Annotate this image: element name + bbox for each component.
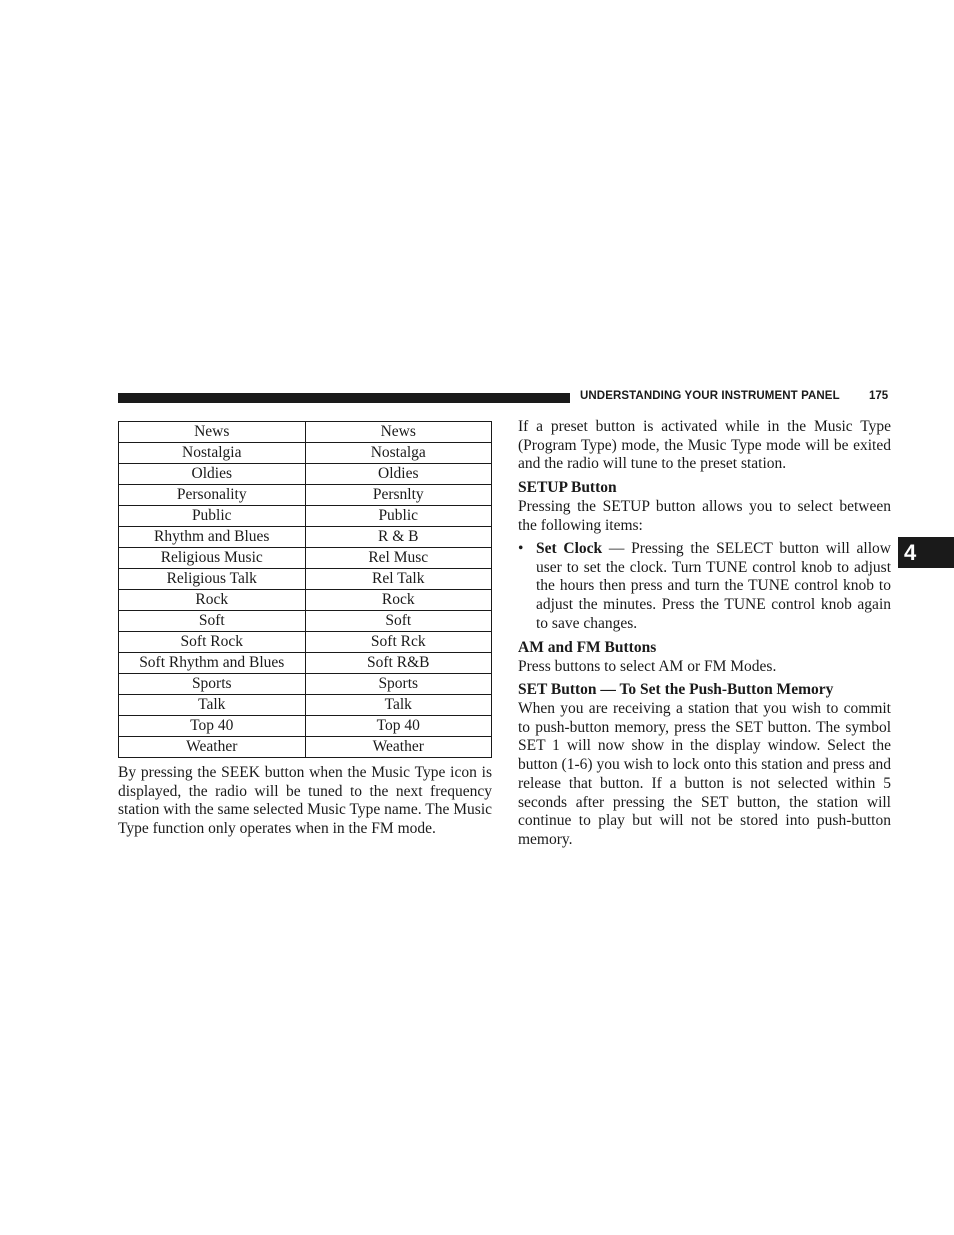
program-type-cell: News: [119, 422, 306, 443]
header-rule: [118, 393, 570, 403]
set-heading: SET Button — To Set the Push-Button Memory: [518, 681, 834, 698]
program-type-cell: Soft Rock: [119, 632, 306, 653]
program-type-cell: Talk: [119, 695, 306, 716]
setup-heading: SETUP Button: [518, 479, 617, 496]
table-row: [119, 590, 492, 611]
table-row: [119, 716, 492, 737]
program-type-cell: Soft Rhythm and Blues: [119, 653, 306, 674]
bullet-icon: •: [518, 540, 524, 557]
program-type-cell: Nostalgia: [119, 443, 306, 464]
program-type-cell: Sports: [119, 674, 306, 695]
display-name-cell: Soft Rck: [305, 632, 492, 653]
program-type-cell: Personality: [119, 485, 306, 506]
program-type-cell: Oldies: [119, 464, 306, 485]
program-type-cell: Public: [119, 506, 306, 527]
program-type-cell: Soft: [119, 611, 306, 632]
table-row: [119, 422, 492, 443]
program-type-cell: Rock: [119, 590, 306, 611]
display-name-cell: Nostalga: [305, 443, 492, 464]
table-row: [119, 506, 492, 527]
display-name-cell: Soft R&B: [305, 653, 492, 674]
display-name-cell: Rock: [305, 590, 492, 611]
display-name-cell: Weather: [305, 737, 492, 758]
table-row: [119, 548, 492, 569]
table-row: [119, 443, 492, 464]
program-type-cell: Rhythm and Blues: [119, 527, 306, 548]
setup-paragraph: Pressing the SETUP button allows you to select between the following items:: [518, 498, 891, 534]
table-row: [119, 695, 492, 716]
table-row: [119, 737, 492, 758]
table-row: [119, 632, 492, 653]
set-clock-label: Set Clock: [536, 540, 603, 557]
set-clock-description: — Pressing the SELECT button will allow user to set the clock. Turn TUNE control knob to adjust the hours then press and turn the TUNE control knob to adjust the minutes. Press the TUNE control knob again to save changes.: [536, 540, 891, 632]
table-row: [119, 464, 492, 485]
table-row: [119, 485, 492, 506]
display-name-cell: Persnlty: [305, 485, 492, 506]
table-row: [119, 527, 492, 548]
display-name-cell: Public: [305, 506, 492, 527]
program-type-cell: Top 40: [119, 716, 306, 737]
table-row: [119, 569, 492, 590]
chapter-tab: 4: [898, 537, 954, 568]
amfm-heading: AM and FM Buttons: [518, 639, 657, 656]
display-name-cell: Oldies: [305, 464, 492, 485]
display-name-cell: R & B: [305, 527, 492, 548]
program-type-cell: Religious Music: [119, 548, 306, 569]
display-name-cell: Top 40: [305, 716, 492, 737]
display-name-cell: Rel Talk: [305, 569, 492, 590]
seek-paragraph: By pressing the SEEK button when the Music Type icon is displayed, the radio will be tuned to the next frequency station with the same selected Music Type name. The Music Type function only operates when in the FM mode.: [118, 764, 492, 838]
program-type-cell: Religious Talk: [119, 569, 306, 590]
display-name-cell: Sports: [305, 674, 492, 695]
display-name-cell: Soft: [305, 611, 492, 632]
page-number: 175: [869, 390, 889, 402]
program-type-cell: Weather: [119, 737, 306, 758]
set-paragraph: When you are receiving a station that you wish to commit to push-button memory, press the SET button. The symbol SET 1 will now show in the display window. Select the button (1-6) you wish to lock onto this station and press and release that button. If a button is not selected within 5 seconds after pressing the SET button, the station will continue to play but will not be stored into push-button memory.: [518, 700, 891, 848]
table-row: [119, 674, 492, 695]
set-clock-text: [536, 540, 891, 634]
music-type-table: [118, 421, 492, 758]
amfm-paragraph: Press buttons to select AM or FM Modes.: [518, 658, 777, 675]
running-header: UNDERSTANDING YOUR INSTRUMENT PANEL: [580, 390, 840, 402]
display-name-cell: News: [305, 422, 492, 443]
preset-paragraph: If a preset button is activated while in the Music Type (Program Type) mode, the Music Type mode will be exited and the radio will tune to the preset station.: [518, 418, 891, 473]
table-row: [119, 611, 492, 632]
display-name-cell: Talk: [305, 695, 492, 716]
table-row: [119, 653, 492, 674]
display-name-cell: Rel Musc: [305, 548, 492, 569]
